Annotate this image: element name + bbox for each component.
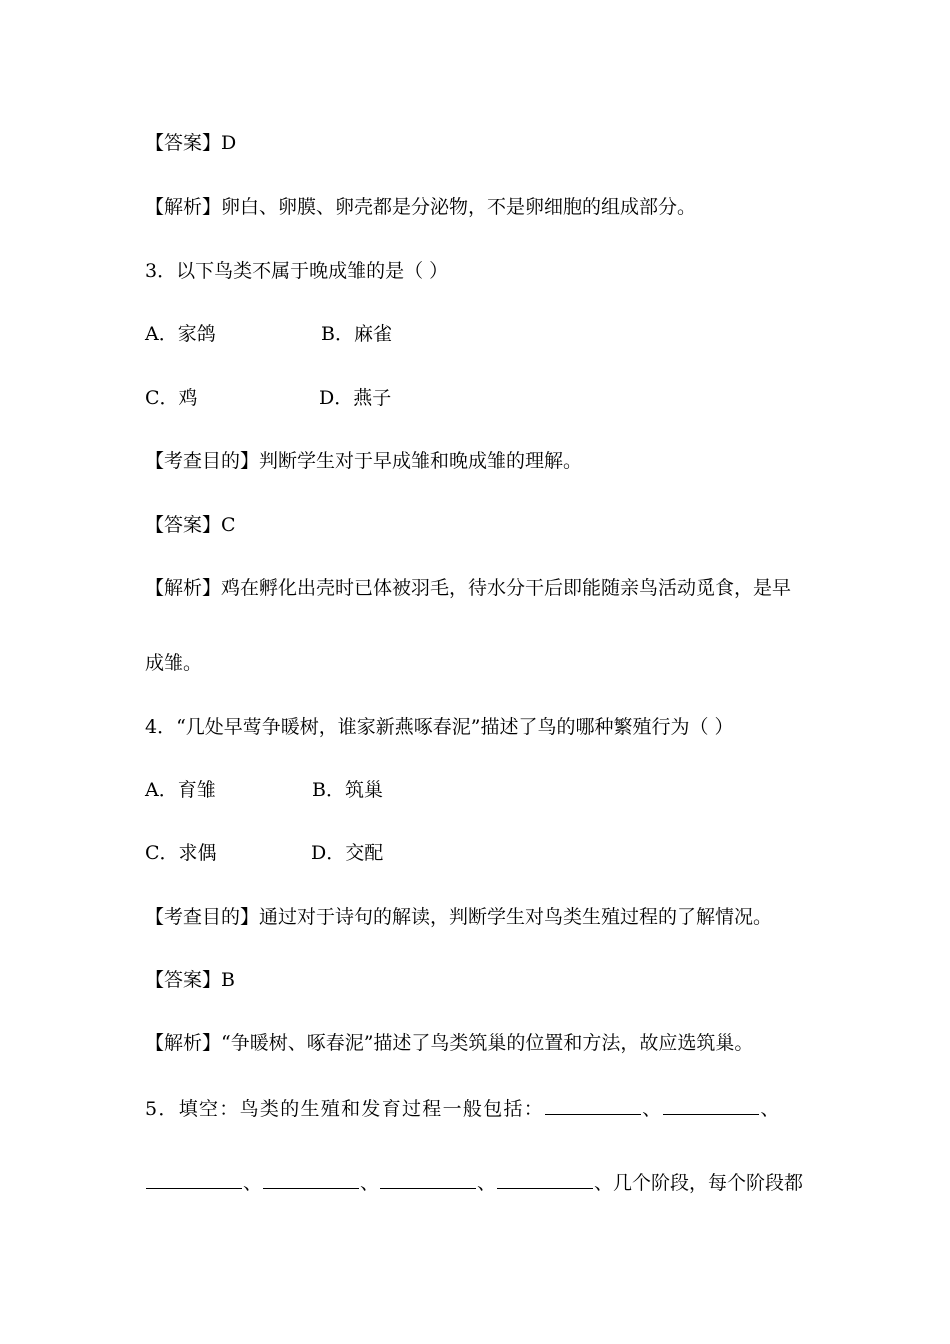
q3-answer: 【答案】C <box>145 514 236 536</box>
q3-option-c: C．鸡 <box>145 387 198 409</box>
q4-option-d: D．交配 <box>311 842 384 864</box>
q5-line2-suffix: 、几个阶段，每个阶段都 <box>594 1172 804 1194</box>
q3-purpose: 【考查目的】判断学生对于早成雏和晚成雏的理解。 <box>145 450 583 472</box>
q4-purpose: 【考查目的】通过对于诗句的解读，判断学生对鸟类生殖过程的了解情况。 <box>145 906 773 928</box>
q2-answer: 【答案】D <box>145 132 237 154</box>
q4-answer: 【答案】B <box>145 969 235 991</box>
q5-stem-prefix: 5．填空：鸟类的生殖和发育过程一般包括： <box>145 1098 545 1120</box>
q3-option-b: B．麻雀 <box>321 323 392 345</box>
blank-4[interactable] <box>263 1170 359 1189</box>
q3-option-d: D．燕子 <box>319 387 392 409</box>
q3-analysis-line1: 【解析】鸡在孵化出壳时已体被羽毛，待水分干后即能随亲鸟活动觅食，是早 <box>145 577 792 599</box>
q2-analysis: 【解析】卵白、卵膜、卵壳都是分泌物，不是卵细胞的组成部分。 <box>145 196 697 218</box>
blank-1[interactable] <box>545 1096 641 1115</box>
blank-5[interactable] <box>380 1170 476 1189</box>
q3-option-a: A．家鸽 <box>145 323 216 345</box>
q3-stem: 3．以下鸟类不属于晚成雏的是（ ） <box>145 260 449 282</box>
blank-separator: 、 <box>760 1098 781 1120</box>
q4-stem: 4．“几处早莺争暖树，谁家新燕啄春泥”描述了鸟的哪种繁殖行为（ ） <box>145 716 734 738</box>
q4-option-b: B．筑巢 <box>312 779 383 801</box>
q5-stem-line1 <box>145 1096 781 1121</box>
q4-option-a: A．育雏 <box>145 779 216 801</box>
blank-6[interactable] <box>497 1170 593 1189</box>
q5-stem-line2 <box>145 1170 803 1195</box>
blank-3[interactable] <box>146 1170 242 1189</box>
q4-option-c: C．求偶 <box>145 842 217 864</box>
blank-separator: 、 <box>243 1172 263 1194</box>
blank-separator: 、 <box>642 1098 663 1120</box>
blank-2[interactable] <box>663 1096 759 1115</box>
blank-separator: 、 <box>360 1172 380 1194</box>
blank-separator: 、 <box>477 1172 497 1194</box>
q3-analysis-line2: 成雏。 <box>145 652 203 674</box>
q4-analysis: 【解析】“争暖树、啄春泥”描述了鸟类筑巢的位置和方法，故应选筑巢。 <box>145 1032 754 1054</box>
